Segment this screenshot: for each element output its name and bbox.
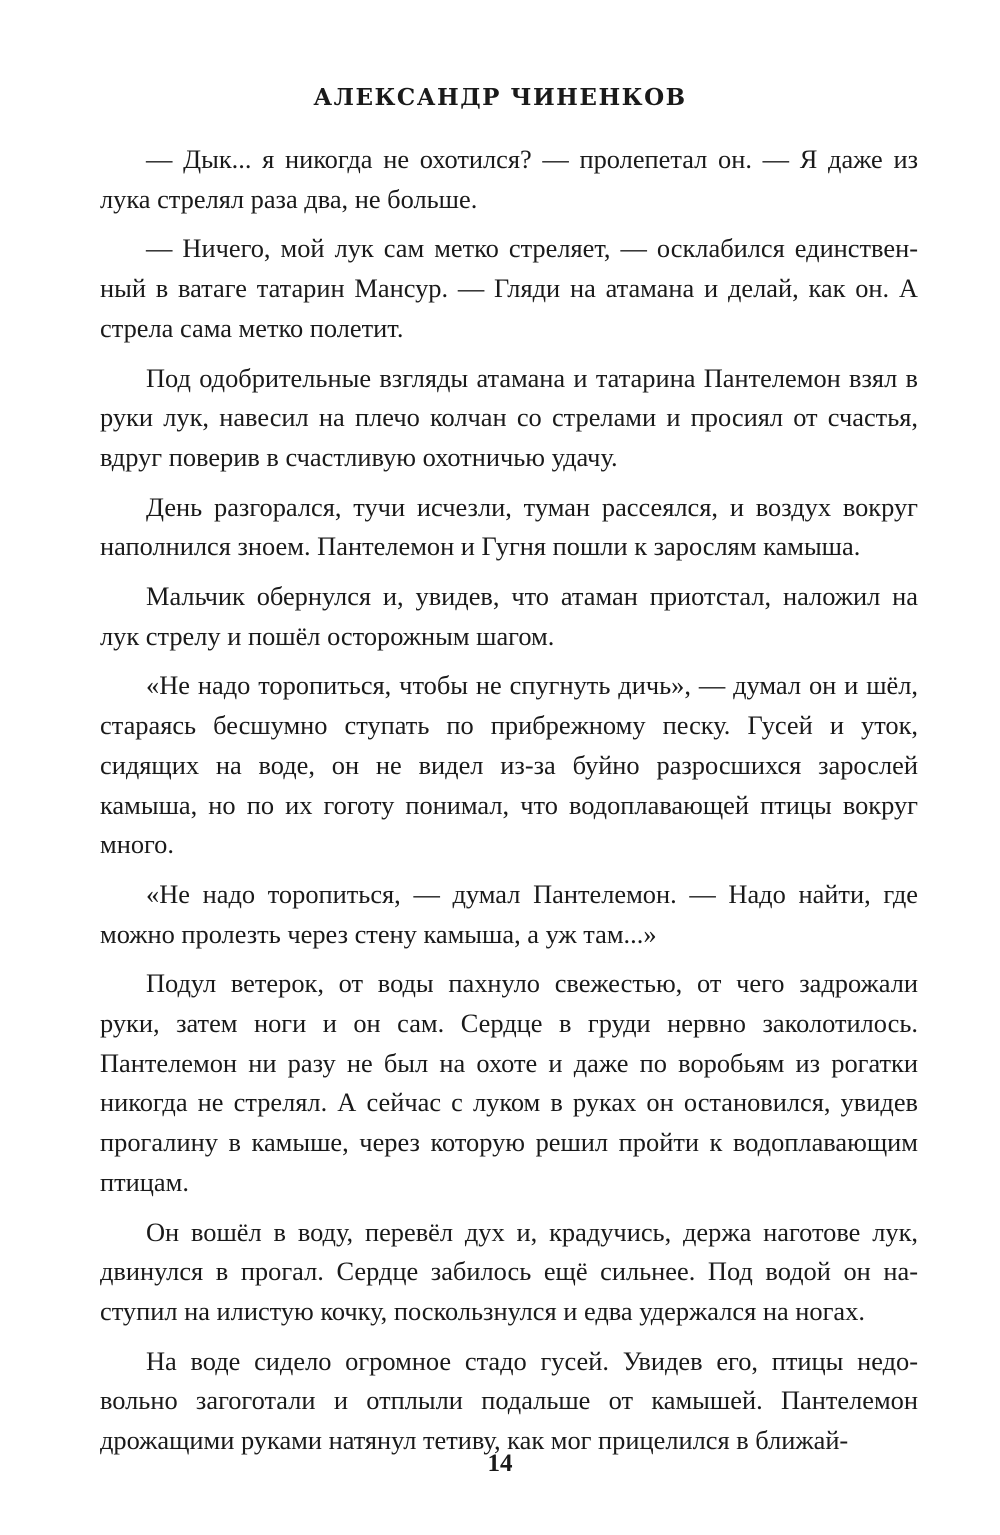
paragraph: «Не надо торопиться, чтобы не спугнуть дичь», — думал он и шёл, стараясь бесшумно ступать по прибрежному песку. Гусей и уток, сидящих на воде, он не видел из-за буйно разросшихся зарослей камыша, но по их гоготу понимал, что водоплавающей птицы вокруг много. [100,670,918,860]
running-head: АЛЕКСАНДР ЧИНЕНКОВ [313,84,687,111]
paragraph: Мальчик обернулся и, увидев, что атаман приотстал, наложил на лук стрелу и пошёл осторожным шагом. [100,581,918,651]
paragraph: День разгорался, тучи исчезли, туман рассеялся, и воздух вокруг наполнился зноем. Пантелемон и Гугня пошли к зарослям камыша. [100,491,918,562]
paragraph: — Ничего, мой лук сам метко стреляет, — осклабился единственный в ватаге татарин Мансур. — Гляди на атамана и делай, как он. А стрела сама метко полетит. [100,233,918,343]
paragraph: Подул ветерок, от воды пахнуло свежестью, от чего задрожали руки, затем ноги и он сам. Сердце в груди нервно заколотилось. Пантелемон ни разу не был на охоте и даже по воробьям из рогатки никогда не стрелял. А сейчас с луком в руках он остановился, увидев прогалину в камыше, через которую решил пройти к водоплавающим птицам. [100,968,918,1197]
paragraph: Под одобрительные взгляды атамана и татарина Пантелемон взял в руки лук, навесил на плечо колчан со стрелами и просиял от счастья, вдруг поверив в счастливую охотничью удачу. [100,362,918,472]
paragraph: На воде сидело огромное стадо гусей. Увидев его, птицы недовольно загоготали и отплыли подальше от камышей. Пантелемон дрожащими руками натянул тетиву, как мог прицелился в ближай- [100,1345,918,1456]
page-number: 14 [487,1450,513,1477]
paragraph: — Дык... я никогда не охотился? — пролепетал он. — Я даже из лука стрелял раза два, не больше. [100,144,918,214]
paragraph: «Не надо торопиться, — думал Пантелемон. — Надо найти, где можно пролезть через стену камыша, а уж там...» [100,878,918,949]
paragraph: Он вошёл в воду, перевёл дух и, крадучись, держа наготове лук, двинулся в прогал. Сердце забилось ещё сильнее. Под водой он наступил на илистую кочку, поскользнулся и едва удержался на ногах. [100,1216,918,1326]
body-text [100,140,918,1471]
